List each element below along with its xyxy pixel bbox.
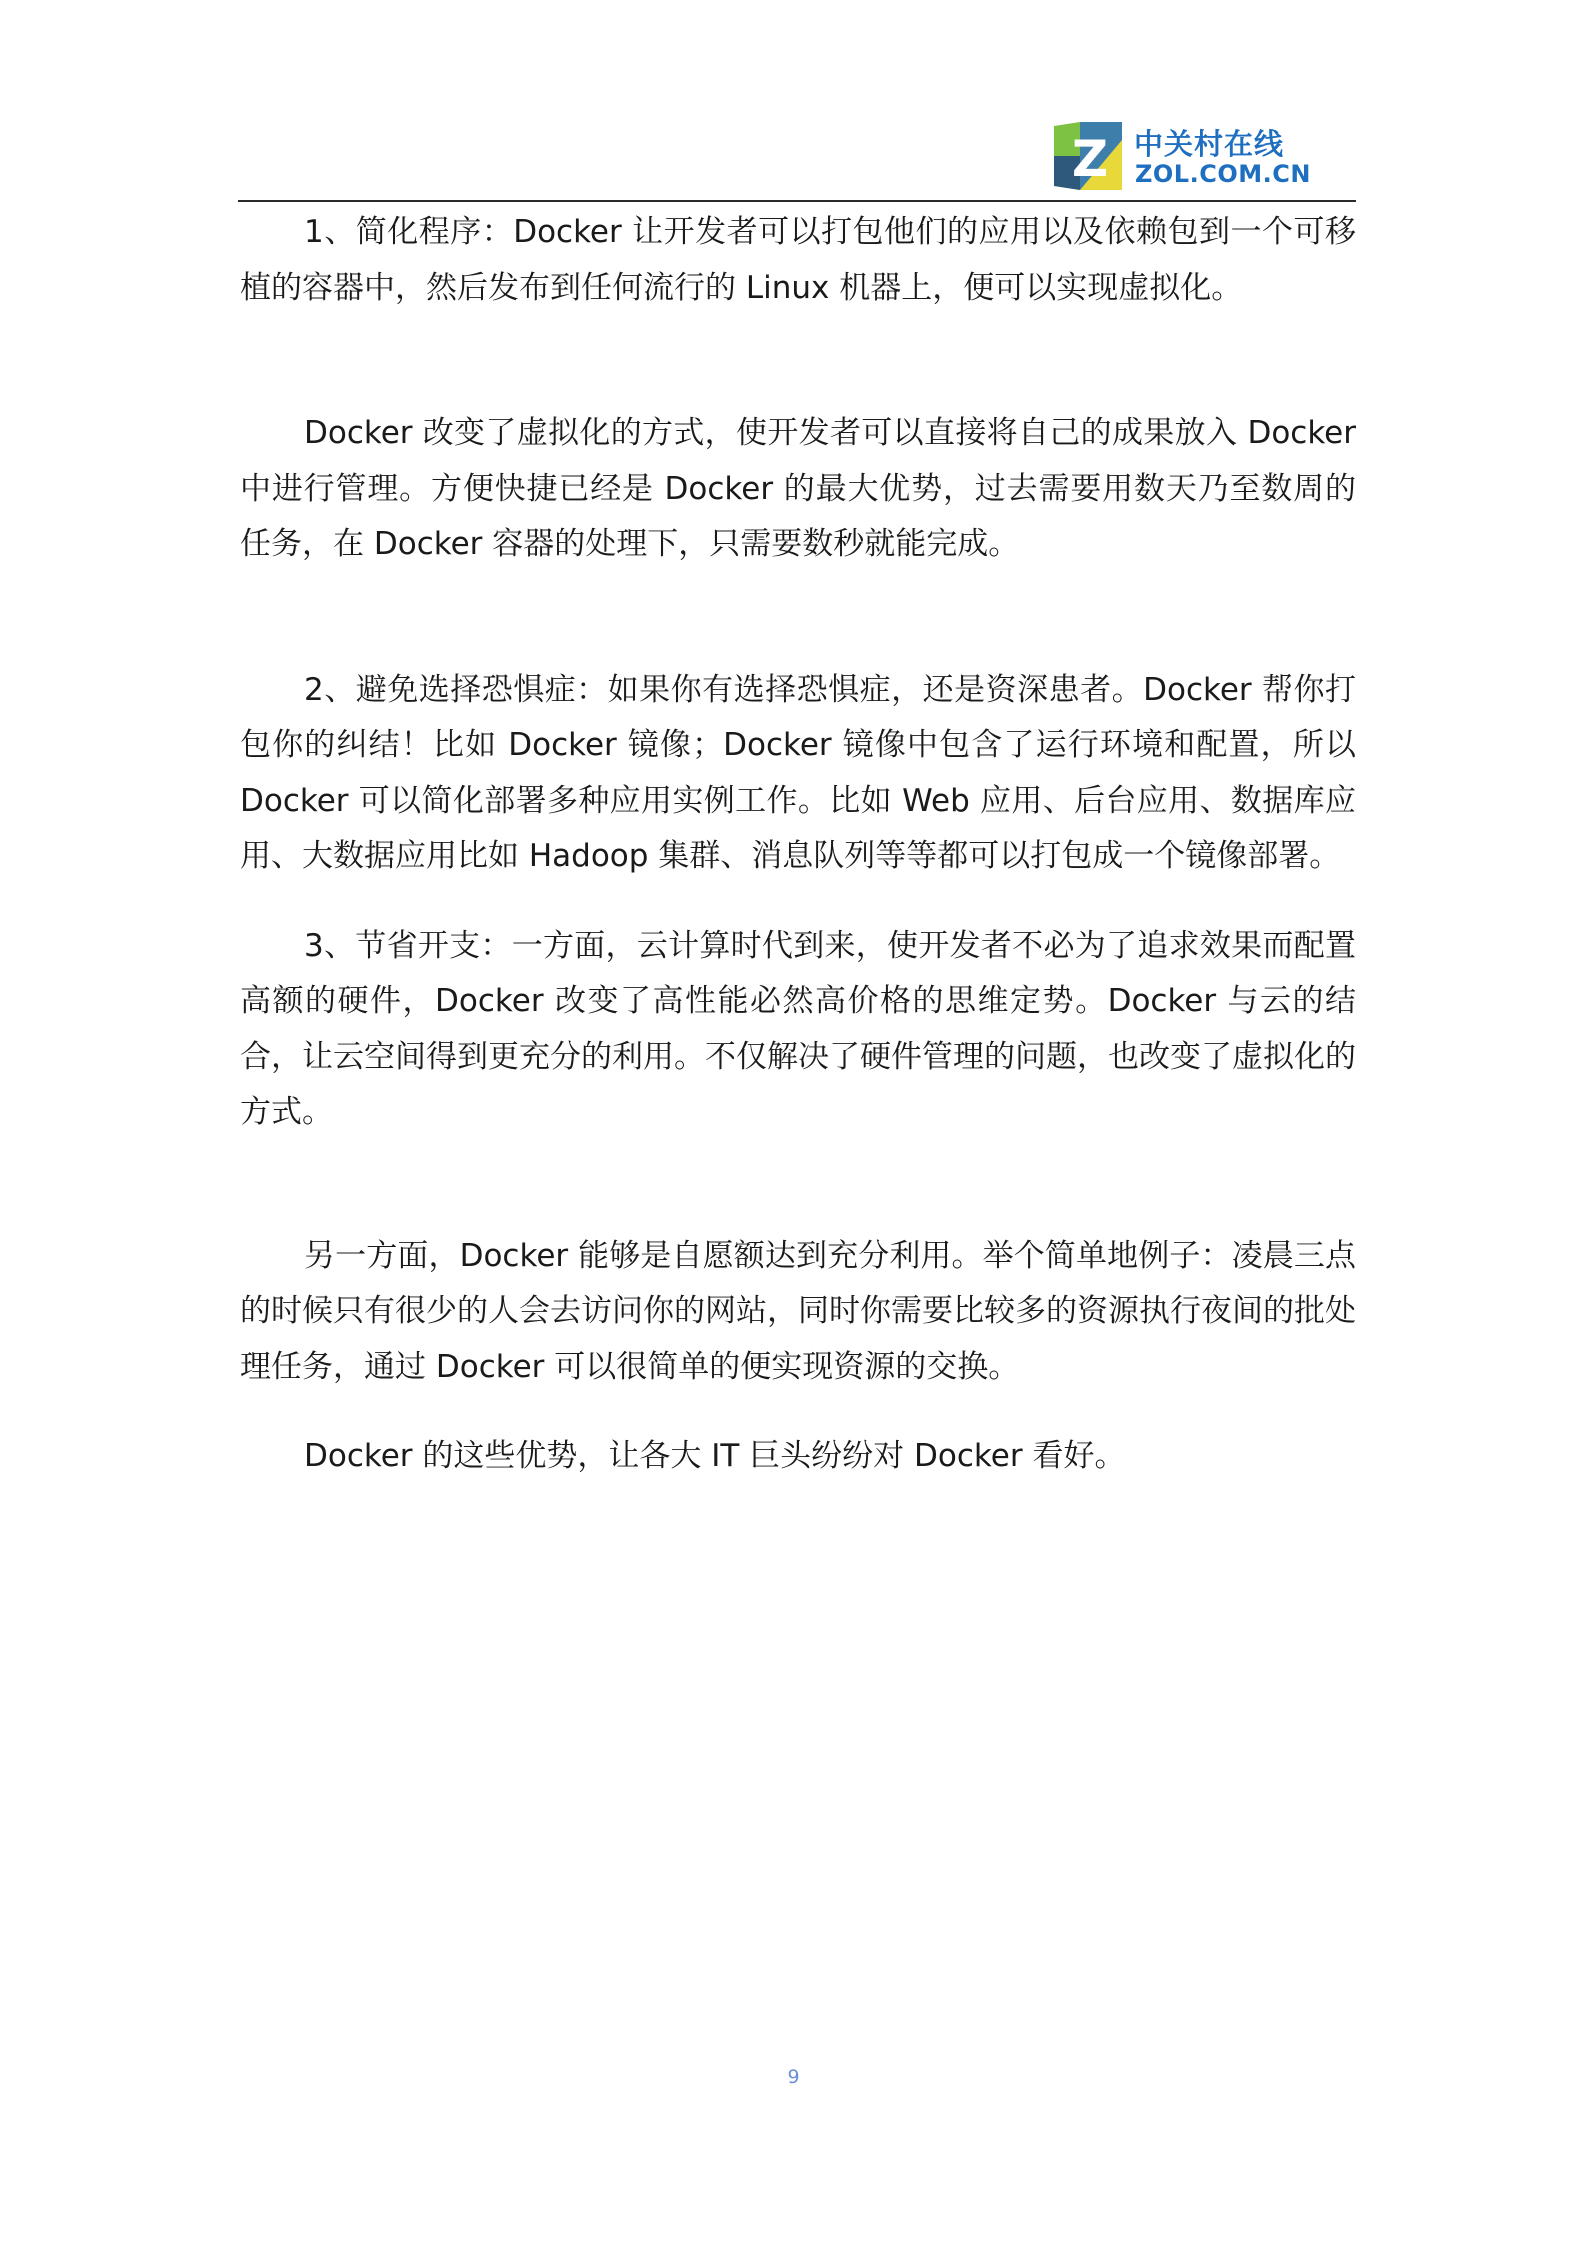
paragraph-spacer [240,1395,1356,1429]
zol-logo-mark-icon [1050,118,1126,194]
logo-text-en: ZOL.COM.CN [1135,160,1311,188]
paragraph-spacer [240,573,1356,663]
paragraph-cost: 3、节省开支：一方面，云计算时代到来，使开发者不必为了追求效果而配置高额的硬件，Docker 改变了高性能必然高价格的思维定势。Docker 与云的结合，让云空间得到更充分的利用。不仅解决了硬件管理的问题，也改变了虚拟化的方式。 [240,927,1356,1130]
paragraph-resources: 另一方面，Docker 能够是自愿额达到充分利用。举个简单地例子：凌晨三点的时候只有很少的人会去访问你的网站，同时你需要比较多的资源执行夜间的批处理任务，通过 Docker 可以很简单的便实现资源的交换。 [240,1237,1356,1385]
header-divider [238,200,1356,202]
paragraph-virtualization: Docker 改变了虚拟化的方式，使开发者可以直接将自己的成果放入 Docker 中进行管理。方便快捷已经是 Docker 的最大优势，过去需要用数天乃至数周的任务，在 Docker 容器的处理下，只需要数秒就能完成。 [240,415,1356,562]
paragraph-conclusion: Docker 的这些优势，让各大 IT 巨头纷纷对 Docker 看好。 [304,1438,1126,1474]
paragraph-simplify: 1、简化程序：Docker 让开发者可以打包他们的应用以及依赖包到一个可移植的容器中，然后发布到任何流行的 Linux 机器上，便可以实现虚拟化。 [240,214,1356,306]
paragraph-spacer [240,1141,1356,1229]
logo-mark-letter: Z [1071,130,1109,188]
zol-logo [1050,118,1311,198]
paragraph-spacer [240,316,1356,406]
paragraph-choice: 2、避免选择恐惧症：如果你有选择恐惧症，还是资深患者。Docker 帮你打包你的纠结！比如 Docker 镜像；Docker 镜像中包含了运行环境和配置，所以 Docker 可以简化部署多种应用实例工作。比如 Web 应用、后台应用、数据库应用、大数据应用比如 Hadoop 集群、消息队列等等都可以打包成一个镜像部署。 [240,671,1356,874]
logo-text-cn: 中关村在线 [1134,127,1285,161]
document-body [240,205,1356,1485]
paragraph-spacer [240,885,1356,919]
page-number: 9 [787,2066,800,2088]
